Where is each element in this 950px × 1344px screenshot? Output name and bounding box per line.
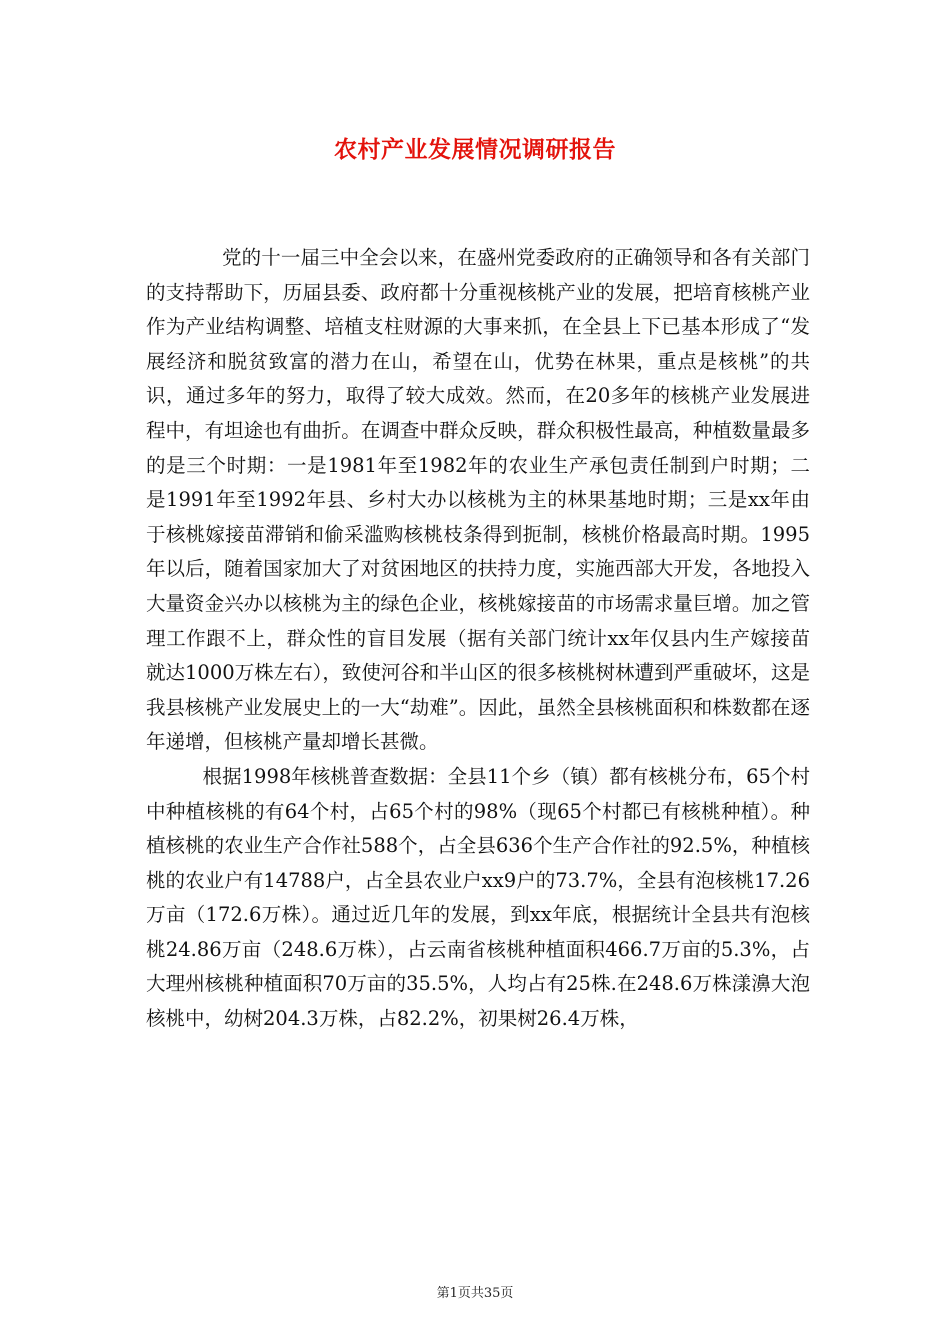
document-body <box>146 241 810 1037</box>
document-title: 农村产业发展情况调研报告 <box>334 136 616 163</box>
paragraph-1: 党的十一届三中全会以来，在盛州党委政府的正确领导和各有关部门的支持帮助下，历届县委、政府都十分重视核桃产业的发展，把培育核桃产业作为产业结构调整、培植支柱财源的大事来抓，在全县上下已基本形成了“发展经济和脱贫致富的潜力在山，希望在山，优势在林果，重点是核桃”的共识，通过多年的努力，取得了较大成效。然而，在20多年的核桃产业发展进程中，有坦途也有曲折。在调查中群众反映，群众积极性最高，种植数量最多的是三个时期：一是1981年至1982年的农业生产承包责任制到户时期；二是1991年至1992年县、乡村大办以核桃为主的林果基地时期；三是xx年由于核桃嫁接苗滞销和偷采滥购核桃枝条得到扼制，核桃价格最高时期。1995年以后，随着国家加大了对贫困地区的扶持力度，实施西部大开发，各地投入大量资金兴办以核桃为主的绿色企业，核桃嫁接苗的市场需求量巨增。加之管理工作跟不上，群众性的盲目发展（据有关部门统计xx年仅县内生产嫁接苗就达1000万株左右），致使河谷和半山区的很多核桃树林遭到严重破坏，这是我县核桃产业发展史上的一大“劫难”。因此，虽然全县核桃面积和株数都在逐年递增，但核桃产量却增长甚微。 <box>146 246 810 754</box>
paragraph-2: 根据1998年核桃普查数据：全县11个乡（镇）都有核桃分布，65个村中种植核桃的有64个村，占65个村的98%（现65个村都已有核桃种植）。种植核桃的农业生产合作社588个，占全县636个生产合作社的92.5%，种植核桃的农业户有14788户，占全县农业户xx9户的73.7%，全县有泡核桃17.26万亩（172.6万株）。通过近几年的发展，到xx年底，根据统计全县共有泡核桃24.86万亩（248.6万株），占云南省核桃种植面积466.7万亩的5.3%，占大理州核桃种植面积70万亩的35.5%，人均占有25株.在248.6万株漾濞大泡核桃中，幼树204.3万株，占82.2%，初果树26.4万株， <box>146 764 810 1031</box>
page-number: 第1页共35页 <box>436 1286 514 1301</box>
